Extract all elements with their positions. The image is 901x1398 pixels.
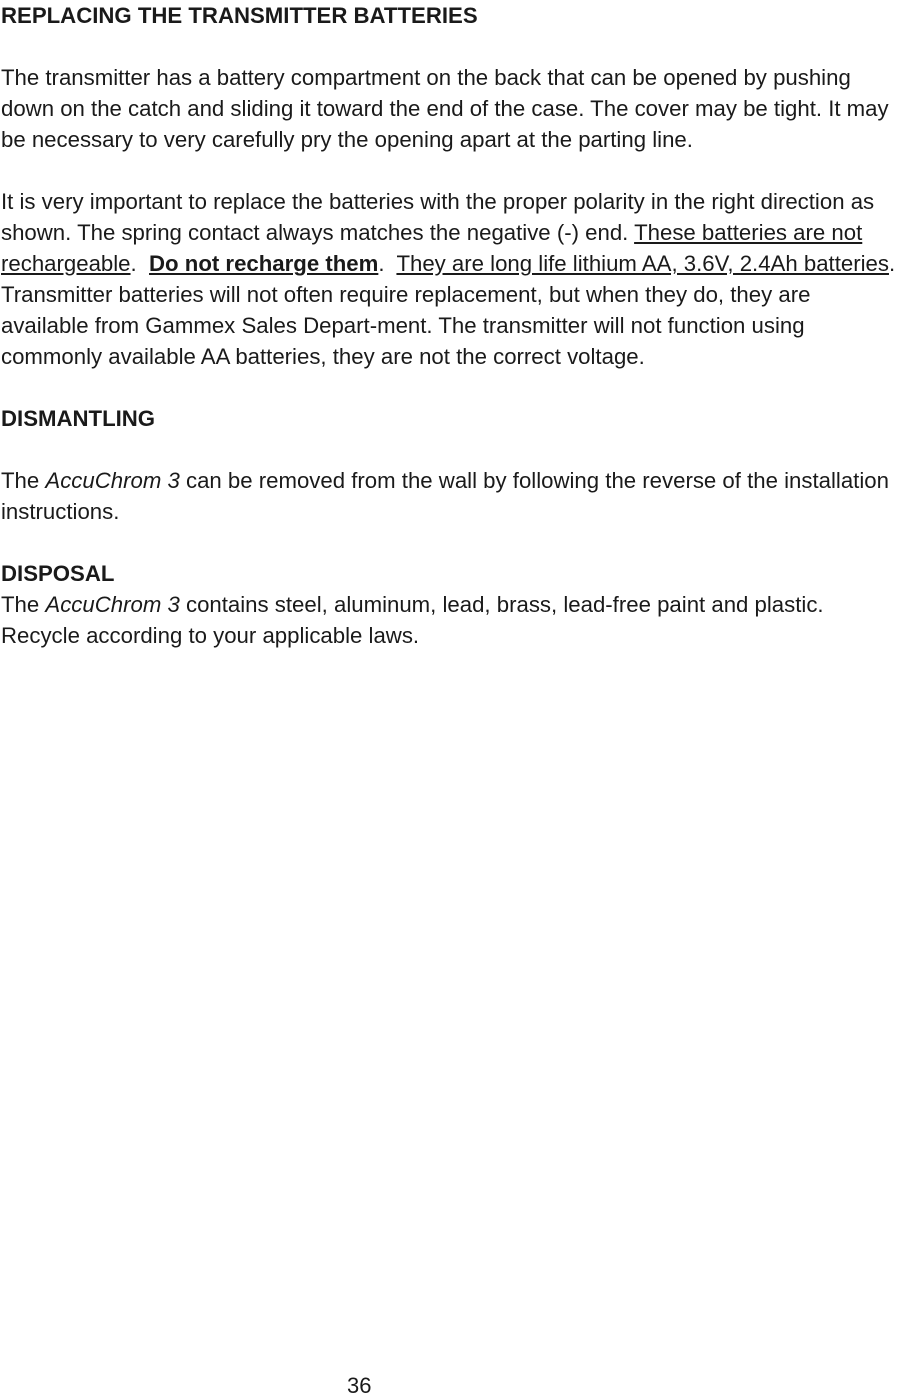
separator-2: . <box>378 251 397 276</box>
not-rechargeable-note: These batteries are not rechargeable <box>1 220 863 276</box>
heading-dismantling: DISMANTLING <box>1 406 156 431</box>
dismantling-text-after: can be removed from the wall by following the reverse of the installation instructions. <box>1 468 889 524</box>
heading-replacing-batteries: REPLACING THE TRANSMITTER BATTERIES <box>1 3 478 28</box>
product-name: AccuChrom 3 <box>45 468 180 493</box>
section-dismantling <box>1 403 899 527</box>
product-name: AccuChrom 3 <box>45 592 180 617</box>
disposal-text-after: contains steel, aluminum, lead, brass, lead-free paint and plastic. Recycle according to your applicable laws. <box>1 592 824 648</box>
battery-spec-note: They are long life lithium AA, 3.6V, 2.4Ah batteries <box>396 251 889 276</box>
paragraph-battery-compartment: The transmitter has a battery compartment on the back that can be opened by pushing down on the catch and sliding it toward the end of the case. The cover may be tight. It may be necessary to very carefully pry the opening apart at the parting line. <box>1 65 889 152</box>
page-content <box>1 0 899 651</box>
do-not-recharge-warning: Do not recharge them <box>149 251 379 276</box>
paragraph-dismantling <box>1 465 899 527</box>
paragraph-disposal <box>1 589 899 651</box>
section-disposal <box>1 558 899 651</box>
replacement-text: . Transmitter batteries will not often require replacement, but when they do, they are available from Gammex Sales Depart-ment. The transmitter will not function using commonly available AA batteries, they are not the correct voltage. <box>1 251 896 369</box>
disposal-text-before: The <box>1 592 46 617</box>
heading-disposal: DISPOSAL <box>1 561 115 586</box>
paragraph-battery-polarity <box>1 186 899 372</box>
page-number: 36 <box>347 1373 372 1398</box>
section-replacing-batteries <box>1 0 899 372</box>
separator-1: . <box>130 251 150 276</box>
dismantling-text-before: The <box>1 468 46 493</box>
polarity-text: It is very important to replace the batteries with the proper polarity in the right direction as shown. The spring contact always matches the negative (-) end. <box>1 189 875 245</box>
